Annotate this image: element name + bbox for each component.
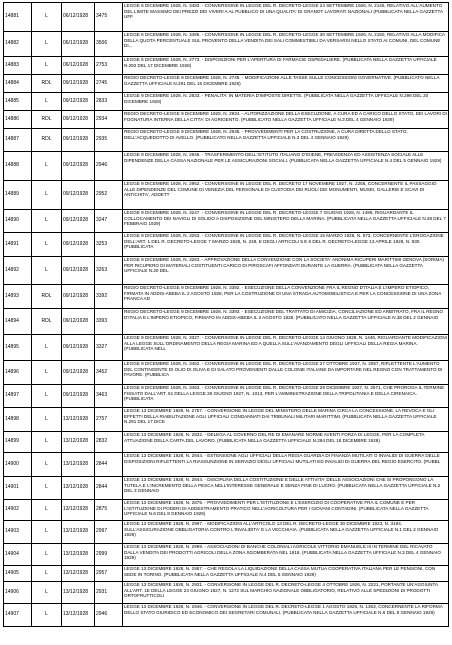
act-date: 09/12/1928 [62,285,95,309]
act-date: 13/12/1928 [62,453,95,477]
act-date: 06/12/1928 [62,3,95,32]
page-number: 2844 [95,477,123,500]
entry-number: 14902 [4,500,32,521]
act-type: RDL [32,309,62,335]
act-type: L [32,604,62,627]
entry-number: 14883 [4,57,32,75]
act-date: 09/12/1928 [62,152,95,181]
act-date: 09/12/1928 [62,93,95,111]
act-type: L [32,477,62,500]
page-number: 2997 [95,521,123,544]
act-type: L [32,500,62,521]
act-date: 06/12/1928 [62,32,95,57]
act-description: LEGGE 13 DICEMBRE 1928, N. 2957. - CHE REGOLA LA LIQUIDAZIONE DELLA CASSA MUTUA COOPERATIVA ITALIANA PER LE PENSIONI, CON SEDE IN TORINO. (PUBBLICATA NELLA GAZZETTA UFFICIALE N.4 DEL 5 GENNAIO 1929) [123,566,449,582]
act-description: LEGGE 13 DICEMBRE 1928, N. 2999. - ASSOCIAZIONI DI BANCHE COLONIALI AGRICOLE VITTORIO EMANUELE III IN TERMINE DEL RICAVATO DALLA VENDITA DEI PRODOTTI AGRICOLI DELLA ZONA SGOMBERATA NEL 1918. (PUBBLICATA NELLA GAZZETTA UFFICIALE N.3 DEL 4 GENNAIO 1929) [123,544,449,566]
page-number: 3392 [95,285,123,309]
act-type: RDL [32,129,62,152]
table-row [4,477,449,500]
table-row [4,453,449,477]
page-number: 2931 [95,582,123,604]
table-row [4,3,449,32]
act-description: LEGGE 6 DICEMBRE 1928, N. 3483. - CONVERSIONE IN LEGGE DEL R. DECRETO-LEGGE 24 SETTEMBRE 1926, N. 2146, RELATIVO ALL'AUMENTO DEL LIMITE MASSIMO DEI PREZZI DEI VIVERI A AL PUBBLICO DI UNA QUALITA' DI GRANOT LAVORATI NAZIONALI (PUBBLICATA NELLA GAZZETTA UFF. [123,3,449,32]
entry-number: 14903 [4,521,32,544]
act-type: L [32,453,62,477]
page-number: 2957 [95,566,123,582]
page-number: 2844 [95,453,123,477]
act-type: RDL [32,111,62,129]
page-number: 2875 [95,500,123,521]
act-type: RDL [32,75,62,93]
act-date: 09/12/1928 [62,385,95,408]
act-description: REGIO DECRETO-LEGGE 9 DICEMBRE 1928, N. 2934. - AUTORIZZAZIONE DELLA ESECUZIONE, A CURA ED A CARICO DELLO STATO, DEI LAVORI DI FOGNATURA INTERNA DELLA CITTA' DI AGRIGENTO. (PUBBLICATO NELLA GAZZETTA UFFICIALE N.3 DEL 4 GENNAIO 1929) [123,111,449,129]
act-type: L [32,335,62,361]
entry-number: 14891 [4,233,32,257]
page-number: 2946 [95,152,123,181]
act-date: 06/12/1928 [62,57,95,75]
table-body [4,3,449,627]
entry-number: 14901 [4,477,32,500]
act-date: 13/12/1928 [62,408,95,432]
table-row [4,335,449,361]
act-description: LEGGE 9 DICEMBRE 1928, N. 2952. - CONVERSIONE IN LEGGE DEL R. DECRETO 17 NOVEMBRE 1927, N. 2256, CONCERNENTE IL PASSAGGIO ALLE DIPENDENZE DEL COMUNE DI VENEZIA DEL PERSONALE DI CUSTODIA DEI RUOLI DEI MONUMENTI, MUSEI, GALLERIE E SCAVI DI ANTICHITA', ADDETT [123,181,449,210]
table-row [4,32,449,57]
act-description: LEGGE 13 DICEMBRE 1928, N. 2997. - MODIFICAZIONI ALL'ARTICOLO 13 DEL R. DECRETO-LEGGE 30 DICEMBRE 1923, N. 3194, SULL'ASSICURAZIONE OBBLIGATORIA CONTRO L'INVALIDITA' E LA VECCHIAIA. (PUBBLICATA NELLA GAZZETTA UFFICIALE N.1 DEL 2 GENNAIO 1929) [123,521,449,544]
act-description: LEGGE 9 DICEMBRE 1928, N. 3253. - CONVERSIONE IN LEGGE DEL R. DECRETO-LEGGE 15 MARZO 1928, N. 573, CONCERNENTE L'EROGAZIONE DELL'ART. 1 DEL R. DECRETO-LEGGE 7 MARZO 1928, N. 248, E DEGLI ARTICOLI 5 E 6 DEL R. DECRETO-LEGGE 13 APRILE 1928, N. 930. (PUBBLICATA [123,233,449,257]
act-date: 13/12/1928 [62,500,95,521]
page-number: 2832 [95,432,123,453]
entry-number: 14897 [4,385,32,408]
table-row [4,75,449,93]
act-date: 13/12/1928 [62,604,95,627]
table-row [4,257,449,285]
table-row [4,309,449,335]
entry-number: 14896 [4,361,32,385]
page-number: 3463 [95,385,123,408]
legislation-table [3,2,449,627]
act-description: REGIO DECRETO-LEGGE 9 DICEMBRE 1928, N. 3393. - ESECUZIONE DEL TRATTATO DI AMICIZIA, CONCILIAZIONE ED ARBITRATO, FRA IL REGNO D'ITALIA E L'IMPERO ETIOPICO, FIRMATO IN ADDIS-ABEBA IL 2 AGOSTO 1928. (PUBBLICATO NELLA GAZZETTA UFFICIALE N.38 DEL 2 GENNAIO [123,309,449,335]
act-type: L [32,181,62,210]
act-date: 09/12/1928 [62,361,95,385]
table-row [4,285,449,309]
act-date: 09/12/1928 [62,257,95,285]
page-number: 3393 [95,309,123,335]
act-type: L [32,233,62,257]
act-type: L [32,432,62,453]
act-description: LEGGE 13 DICEMBRE 1928, N. 2757. - CONVERSIONE IN LEGGE DEL MINISTERO DELLE MARINA CIRCA LA CONCESSIONE, LA REVOCA E GLI EFFETTI DELLA RIABILITAZIONE AGLI UFFICIALI CONDANNATI DAI TRIBUNALI MILITARI MARITTIMI. (PUBBLICATA NELLA GAZZETTA UFFICIALE N.291 DEL 17 DICE [123,408,449,432]
table-row [4,385,449,408]
act-type: L [32,361,62,385]
act-type: L [32,57,62,75]
entry-number: 14889 [4,181,32,210]
act-description: LEGGE 9 DICEMBRE 1928, N. 2946. - TRASFERIMENTO DELL'ISTITUTO ITALIANO D'IGIENE, PREVIDENZA ED ASSISTENZA SOCIALE ALLE DIPENDENZE DELLA CASSA NAZIONALE PER LE ASSICURAZIONI SOCIALI. (PUBBLICATA NELLA GAZZETTA UFFICIALE N.4 DEL 5 GENNAIO 1929) [123,152,449,181]
page-number: 3475 [95,3,123,32]
table-row [4,432,449,453]
act-type: L [32,582,62,604]
act-description: LEGGE 13 DICEMBRE 1928, N. 2946. - CONVERSIONE IN LEGGE DEL R. DECRETO-LEGGE 1 AGOSTO 1926, N. 1363, CONCERNENTE LA RIFORMA DELLO STATO GIURIDICO ED ECONOMICO DEI SEGRETARI COMUNALI. (PUBBLICATA NELLA GAZZETTA UFFICIALE N.6 DEL 8 GENNAIO 1929) [123,604,449,627]
page-number: 2935 [95,129,123,152]
act-description: LEGGE 9 DICEMBRE 1928, N. 3327. - CONVERSIONE IN LEGGE DEL R. DECRETO-LEGGE 14 GIUGNO 1928, N. 1446, RIGUARDANTE MODIFICAZIONI ALLA LEGGE SULL'ORDINAMENTO DELLA REGIA MARINA ED A QUELLA SULL'AVANZAMENTO DEGLI UFFICIALI DELLA REGIA MARINA. (PUBBLICATA NELL [123,335,449,361]
table-row [4,233,449,257]
act-type: L [32,566,62,582]
page-number: 3506 [95,32,123,57]
act-date: 09/12/1928 [62,233,95,257]
act-type: L [32,152,62,181]
table-row [4,566,449,582]
act-description: LEGGE 13 DICEMBRE 1928, N. 2832. - DELEGA AL GOVERNO DEL RE DI EMANARE NORME AVENTI FORZA DI LEGGE, PER LA COMPLETA ATTUAZIONE DELLA CARTA DEL LAVORO. (PUBBLICATA NELLA GAZZETTA UFFICIALE N.294 DEL 18 DICEMBRE 1928) [123,432,449,453]
entry-number: 14906 [4,582,32,604]
page-number: 2745 [95,75,123,93]
act-date: 09/12/1928 [62,210,95,233]
act-type: L [32,544,62,566]
table-row [4,521,449,544]
entry-number: 14893 [4,285,32,309]
table-row [4,152,449,181]
act-type: L [32,210,62,233]
page-number: 2753 [95,57,123,75]
table-row [4,604,449,627]
act-date: 09/12/1928 [62,181,95,210]
act-type: L [32,93,62,111]
act-type: L [32,3,62,32]
act-description: REGIO DECRETO-LEGGE 9 DICEMBRE 1928, N. 2745. - MODIFICAZIONI ALLE TASSE SULLE CONCESSIONI GOVERNATIVE. (PUBBLICATO NELLA GAZZETTA UFFICIALE N.291 DEL 15 DICEMBRE 1928) [123,75,449,93]
act-date: 09/12/1928 [62,129,95,152]
entry-number: 14899 [4,432,32,453]
entry-number: 14900 [4,453,32,477]
act-description: LEGGE 6 DICEMBRE 1928, N. 2773. - DISPOSIZIONI PER L'APERTURA DI FARMACIE OSPEDALIERE. (PUBBLICATA NELLA GAZZETTA UFFICIALE N.292 DEL 17 DICEMBRE 1928) [123,57,449,75]
page-number: 2999 [95,544,123,566]
entry-number: 14892 [4,257,32,285]
act-type: L [32,521,62,544]
entry-number: 14895 [4,335,32,361]
act-description: LEGGE 9 DICEMBRE 1928, N. 3247. - CONVERSIONE IN LEGGE DEL R. DECRETO-LEGGE 7 GIUGNO 1928, N. 1495, RIGUARDANTE IL COLLOCAMENTO DEI NAVIGLI DI SOLIDO A DISPOSIZIONE DEL MINISTERO DELLA MARINA. (PUBBLICATA NELLA GAZZETTA UFFICIALE N.38 DEL 7 FEBBRAIO 1929) [123,210,449,233]
entry-number: 14894 [4,309,32,335]
act-description: LEGGE 13 DICEMBRE 1928, N. 2844. - ESTENSIONE AGLI UFFICIALI DELLA REGIA GUARDIA DI FINANZA MUTILATI O INVALIDI DI GUERRA DELLE DISPOSIZIONI RIFLETTENTI LA RIASSUNZIONE IN SERVIZIO DEGLI UFFICIALI MUTILATI ED INVALIDI DI GUERRA DEL REGIO ESERCITO. (PUBBL [123,453,449,477]
table-row [4,544,449,566]
table-row [4,582,449,604]
act-type: L [32,385,62,408]
table-row [4,111,449,129]
page-number: 3452 [95,361,123,385]
page-number: 3247 [95,210,123,233]
table-row [4,93,449,111]
act-date: 09/12/1928 [62,111,95,129]
page-number: 2934 [95,111,123,129]
page-number: 3263 [95,257,123,285]
act-date: 13/12/1928 [62,566,95,582]
entry-number: 14888 [4,152,32,181]
entry-number: 14881 [4,3,32,32]
act-description: LEGGE 13 DICEMBRE 1928, N. 2844. - DISCIPLINA DELLA COSTITUZIONE E DELLE ATTIVITA' DELLE ASSOCIAZIONI CHE SI PROPONGONO LA TUTELA E L'INCREMENTO DELLA PESCA NELL'INTERESSE GENERALE E SENZA FINE DI LUCRO. (PUBBLICATA NELLA GAZZETTA UFFICIALE N.2 DEL 3 GENNAIO [123,477,449,500]
act-type: RDL [32,285,62,309]
table-row [4,181,449,210]
entry-number: 14898 [4,408,32,432]
act-type: L [32,257,62,285]
act-description: LEGGE 13 DICEMBRE 1928, N. 2875. - PROVVEDIMENTI PER L'ISTITUZIONE E L'ESERCIZIO DI COOPERATIVE FRA IL COMUNE E PER L'ISTITUZIONE DI PODERI DI ADDESTRAMENTO PRATICO NELL'AGRICOLTURA PER I GIOVANI CONTADINI. (PUBBLICATA NELLA GAZZETTA UFFICIALE N.6 DEL 8 GENNAIO 1929) [123,500,449,521]
table-row [4,210,449,233]
table-row [4,408,449,432]
act-date: 09/12/1928 [62,309,95,335]
act-type: L [32,408,62,432]
page-number: 2833 [95,93,123,111]
act-description: LEGGE 9 DICEMBRE 1928, N. 3463. - CONVERSIONE IN LEGGE DEL R. DECRETO-LEGGE 29 DICEMBRE 1927, N. 2571, CHE PROROGA IL TERMINE FISSATO DALL'ART. 61 DELLA LEGGE 26 GIUGNO 1927, N. 1013, PER L'AMMINISTRAZIONE DELLA TRIPOLITANIA E DELLA CIRENAICA. (PUBBLICATA [123,385,449,408]
page-number: 2946 [95,604,123,627]
page-number: 2757 [95,408,123,432]
page-number: 3253 [95,233,123,257]
act-description: LEGGE 13 DICEMBRE 1928, N. 2931. - CONVERSIONE IN LEGGE DEL R. DECRETO-LEGGE 4 OTTOBRE 1926, N. 2221, PORTANTE UN'AGGIUNTA ALL'ART. 1E DELLA LEGGE 23 GIUGNO 1927, N. 1272 SUL MARCHIO NAZIONALE OBBLIGATORIO, RELATIVO ALLE SPEDIZIONI DI PRODOTTI ORTOFRUTTICOLI [123,582,449,604]
act-date: 09/12/1928 [62,75,95,93]
act-date: 13/12/1928 [62,521,95,544]
entry-number: 14885 [4,93,32,111]
act-date: 13/12/1928 [62,477,95,500]
table-row [4,500,449,521]
act-date: 09/12/1928 [62,335,95,361]
page-number: 2952 [95,181,123,210]
table-row [4,129,449,152]
entry-number: 14907 [4,604,32,627]
act-type: L [32,32,62,57]
act-description: LEGGE 6 DICEMBRE 1928, N. 3485. - CONVERSIONE IN LEGGE DEL R. DECRETO-LEGGE 30 SETTEMBRE 1926, N. 2150, RELATIVO ALLA MODIFICA DELLA QUOTA PERCENTUALE SUL PROVENTO DELLA VENDITA DEI SALI COMMESTIBILI DA VERSARSI NELLO STATO AI COMUNI, DEL COMUNE DI... [123,32,449,57]
table-row [4,361,449,385]
entry-number: 14887 [4,129,32,152]
act-date: 13/12/1928 [62,582,95,604]
act-description: REGIO DECRETO-LEGGE 9 DICEMBRE 1928, N. 3392. - ESECUZIONE DELLA CONVENZIONE FRA IL REGNO D'ITALIA E L'IMPERO ETIOPICO, FIRMATA IN ADDIS-ABEBA IL 2 AGOSTO 1928, PER LA COSTRUZIONE DI UNA STRADA AUTOMOBILISTICA E PER LA CONCESSIONE DI UNA ZONA FRANCA AD [123,285,449,309]
act-description: REGIO DECRETO-LEGGE 9 DICEMBRE 1928, N. 2935. - PROVVEDIMENTI PER LA COSTRUZIONE, A CURA DIRETTA DELLO STATO, DELL'ACQUEDOTTO DI AVELLO. (PUBBLICATO NELLA GAZZETTA UFFICIALE N.3 DEL 4 GENNAIO 1929) [123,129,449,152]
page-number: 3327 [95,335,123,361]
act-date: 13/12/1928 [62,544,95,566]
act-description: LEGGE 9 DICEMBRE 1928, N. 3263. - APPROVAZIONE DELLA CONVENZIONE CON LA SOCIETA' ANONIMA RICUPERI MARITTIMI GENOVA (SORIMA) PER RICUPERO DI MATERIALI COSTITUENTI CARICO DI PIROSCAFI AFFONDATI DURANTE LA GUERRA. (PUBBLICATA NELLA GAZZETTA UFFICIALE N.20 DEL [123,257,449,285]
act-description: LEGGE 9 DICEMBRE 1928, N. 3452. - CONVERSIONE IN LEGGE DEL R. DECRETO-LEGGE 27 OTTOBRE 1927, N. 2057, RIFLETTENTE L'AUMENTO DEL CONTINGENTE DI OLIO DI OLIVA E DI SALATO PROVENIENTI DALLE COLONIE ITALIANE DA IMPORTARE NEL REGNO CON TRATTAMENTO DI FAVORE. (PUBBLICA [123,361,449,385]
table-row [4,57,449,75]
entry-number: 14884 [4,75,32,93]
entry-number: 14890 [4,210,32,233]
act-date: 13/12/1928 [62,432,95,453]
entry-number: 14904 [4,544,32,566]
entry-number: 14882 [4,32,32,57]
entry-number: 14905 [4,566,32,582]
act-description: LEGGE 9 DICEMBRE 1928, N. 2833. - PENALITA' IN MATERIA D'IMPOSTE DIRETTE. (PUBBLICATA NELLA GAZZETTA UFFICIALE N.296 DEL 20 DICEMBRE 1928) [123,93,449,111]
entry-number: 14886 [4,111,32,129]
